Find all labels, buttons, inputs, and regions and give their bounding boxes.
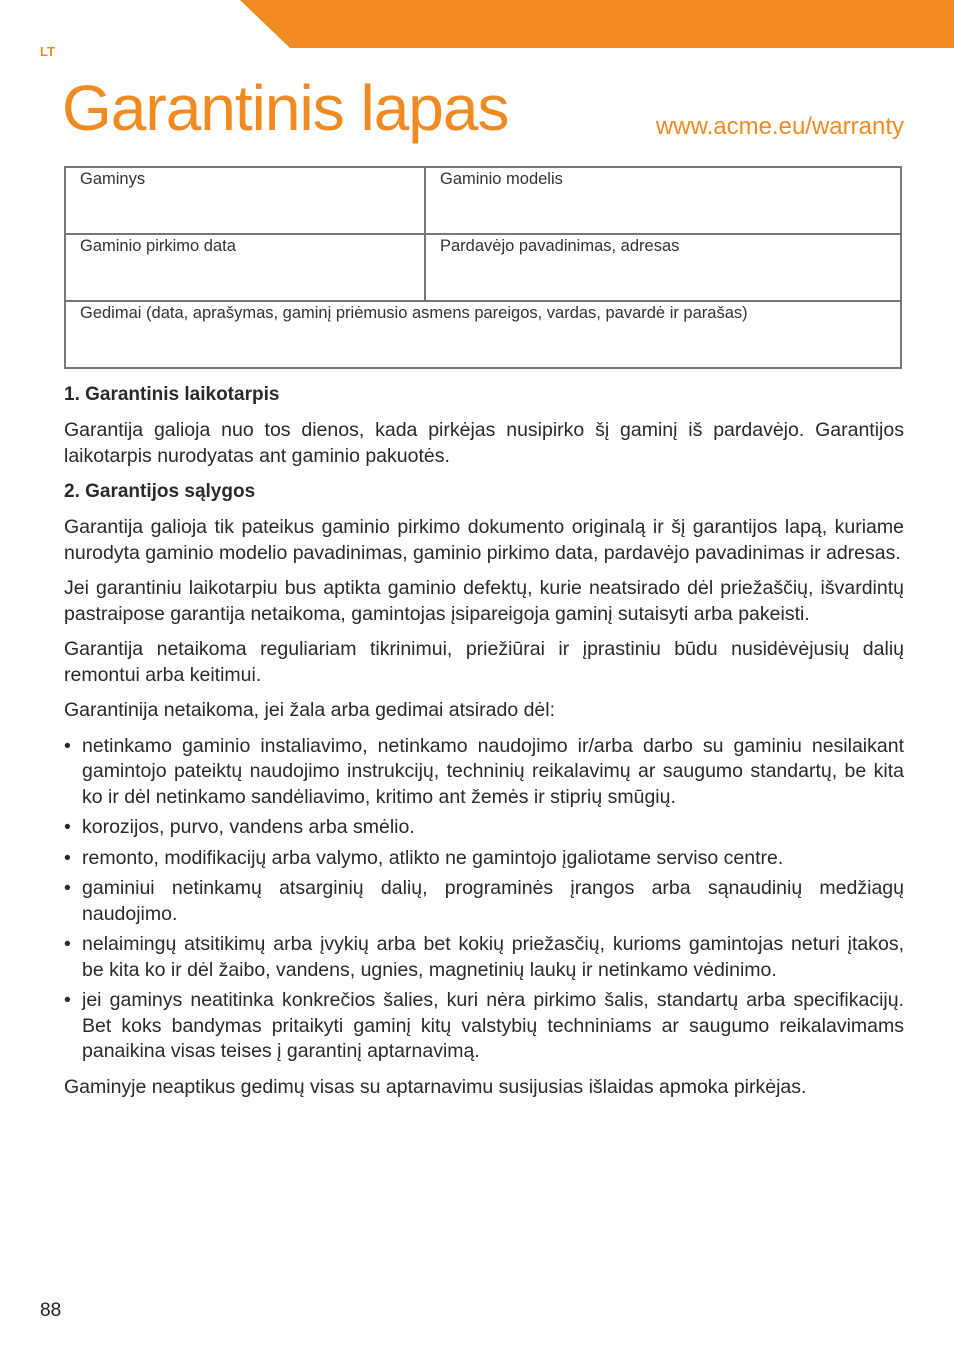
- purchase-date-field: Gaminio pirkimo data: [65, 234, 425, 301]
- seller-field: Pardavėjo pavadinimas, adresas: [425, 234, 901, 301]
- model-field: Gaminio modelis: [425, 167, 901, 234]
- table-row: [65, 301, 901, 368]
- section-1-heading: 1. Garantinis laikotarpis: [64, 384, 280, 405]
- bullet-icon: •: [64, 933, 71, 955]
- list-item: • jei gaminys neatitinka konkrečios šalies, kuri nėra pirkimo šalis, standartų arba specifikacijų. Bet koks bandymas pritaikyti gaminį kitų valstybių techniniams ar saugumo reikalavimams panaikina visas teises į garantinį aptarnavimą.: [64, 989, 904, 1062]
- page-number: 88: [40, 1300, 62, 1321]
- table-row: [65, 234, 901, 301]
- bullet-icon: •: [64, 734, 71, 757]
- list-item: • nelaimingų atsitikimų arba įvykių arba bet kokių priežasčių, kurioms gamintojas neturi įtakos, be kita ko ir dėl žaibo, vandens, ugnies, magnetinių laukų ir netinkamo vėdinimo.: [64, 933, 904, 981]
- exclusions-list: [64, 734, 904, 1065]
- product-field: Gaminys: [65, 167, 425, 234]
- list-item: • remonto, modifikacijų arba valymo, atlikto ne gamintojo įgaliotame serviso centre.: [64, 846, 904, 872]
- list-item: • korozijos, purvo, vandens arba smėlio.: [64, 815, 904, 841]
- table-row: [65, 167, 901, 234]
- defects-field: Gedimai (data, aprašymas, gaminį priėmusio asmens pareigos, vardas, pavardė ir parašas): [65, 301, 901, 368]
- section-2-paragraph-1: Garantija galioja tik pateikus gaminio pirkimo dokumento originalą ir šį garantijos lapą, kuriame nurodyta gaminio modelio pavadinimas, gaminio pirkimo data, pardavėjo pavadinimas ir adresas.: [64, 516, 904, 564]
- section-2-paragraph-4: Garantinija netaikoma, jei žala arba gedimai atsirado dėl:: [64, 699, 556, 721]
- section-2-paragraph-3: Garantija netaikoma reguliariam tikrinimui, priežiūrai ir įprastiniu būdu nusidėvėjusių dalių remontui arba keitimui.: [64, 638, 904, 686]
- orange-header-banner: [0, 0, 954, 50]
- bullet-icon: •: [64, 816, 71, 838]
- language-label: LT: [40, 44, 55, 59]
- warranty-text: [64, 382, 904, 1110]
- section-2-heading: 2. Garantijos sąlygos: [64, 481, 256, 502]
- warranty-form-table: [64, 166, 902, 369]
- list-item: • gaminiui netinkamų atsarginių dalių, programinės įrangos arba sąnaudinių medžiagų naudojimo.: [64, 877, 904, 925]
- bullet-icon: •: [64, 846, 71, 869]
- section-1-paragraph: Garantija galioja nuo tos dienos, kada pirkėjas nusipirko šį gaminį iš pardavėjo. Garantijos laikotarpis nurodyatas ant gaminio pakuotės.: [64, 419, 904, 467]
- section-2-paragraph-2: Jei garantiniu laikotarpiu bus aptikta gaminio defektų, kurie neatsirado dėl priežaščių, išvardintų pastraipose garantija netaikoma, gamintojas įsipareigoja gaminį sutaisyti arba pakeisti.: [64, 577, 904, 625]
- list-item: • netinkamo gaminio instaliavimo, netinkamo naudojimo ir/arba darbo su gaminiu nesilaikant gamintojo pateiktų naudojimo instrukcijų, techninių reikalavimų ar saugumo standartų, be kita ko ir dėl netinkamo sandėliavimo, kritimo ant žemės ir stiprių smūgių.: [64, 734, 904, 808]
- warranty-url: www.acme.eu/warranty: [655, 113, 904, 140]
- page-title: Garantinis lapas: [62, 72, 509, 144]
- bullet-icon: •: [64, 877, 71, 899]
- closing-paragraph: Gaminyje neaptikus gedimų visas su aptarnavimu susijusias išlaidas apmoka pirkėjas.: [64, 1075, 807, 1098]
- bullet-icon: •: [64, 989, 71, 1011]
